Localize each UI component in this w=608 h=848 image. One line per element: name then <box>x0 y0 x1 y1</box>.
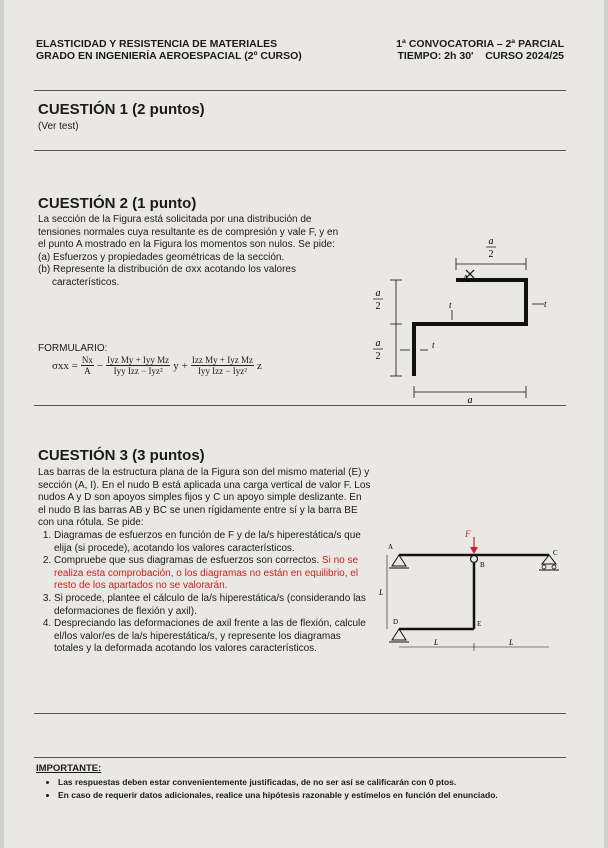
warning-text: Si no se realiza esta comprobación, o los diagramas no están en equilibrio, el resto de los apartados no se valorarán. <box>54 555 359 592</box>
dim-left2-den: 2 <box>375 351 381 362</box>
load-label: F <box>465 529 471 539</box>
important-notes <box>36 763 576 802</box>
node-c-label: C <box>553 549 558 557</box>
formula-lhs: σxx = <box>52 359 78 372</box>
exam-time: TIEMPO: 2h 30' <box>397 50 474 62</box>
q1-note: (Ver test) <box>38 121 79 132</box>
list-item: 1. Diagramas de esfuerzos en función de F y de la/s hiperestática/s que elija (si procede), acotando los valores característicos. <box>54 530 372 555</box>
list-item: (b) Represente la distribución de σxx acotando los valores característicos. <box>38 264 296 288</box>
formula-operator: − <box>96 359 104 372</box>
divider <box>34 90 566 91</box>
divider <box>34 713 566 714</box>
course-line-1: ELASTICIDAD Y RESISTENCIA DE MATERIALES <box>36 38 278 50</box>
dim-bottom-label: L <box>434 638 439 647</box>
q2-statement <box>38 214 346 290</box>
list-item: 2. Compruebe que sus diagramas de esfuerzos son correctos. Si no se realiza esta comprobación, o los diagramas no están en equilibrio, el resto de los apartados no se valorarán. <box>54 555 372 593</box>
dim-left1-den: 2 <box>375 301 381 312</box>
q3-paragraph: Las barras de la estructura plana de la Figura son del mismo material (E) y sección (A, I). En el nudo B está aplicada una carga vertical de valor F. Los nudos A y D son apoyos simples fijos y C un apoyo simple deslizante. En el nudo B las barras AB y BC se unen rígidamente entre sí y la barra BE con una rótula. Se pide: <box>38 467 371 529</box>
node-a-label: A <box>388 543 394 551</box>
dim-bottom-label: L <box>509 638 514 647</box>
section-profile <box>414 280 526 376</box>
formula-term-2: $\frac{\text{Iyz My + Iyy Mz}}{\text{Iyy Izz − Iyz²}}$ <box>107 355 170 376</box>
stress-formula <box>52 355 262 376</box>
formula-var-z: z <box>256 359 262 372</box>
exam-year: CURSO 2024/25 <box>485 50 564 62</box>
point-a-label: A <box>462 273 470 285</box>
divider <box>34 150 566 151</box>
course-title-block <box>36 38 302 62</box>
thickness-label: t <box>432 340 435 350</box>
dim-top-den: 2 <box>488 249 494 260</box>
dim-bottom: a <box>467 395 473 406</box>
q1-title: CUESTIÓN 1 (2 puntos) <box>38 101 205 118</box>
q3-title: CUESTIÓN 3 (3 puntos) <box>38 447 205 464</box>
list-item: 4. Despreciando las deformaciones de axil frente a las de flexión, calcule el/los valor/es de la/s hiperestática/s, y represente los diagramas totales y la deformada acotando los valores característicos. <box>54 618 372 656</box>
q3-statement <box>38 467 372 656</box>
thickness-label: t <box>449 300 452 310</box>
exam-info-block <box>354 38 564 62</box>
dim-top-num: a <box>488 236 494 247</box>
dim-left1-num: a <box>375 288 381 299</box>
q2-section-figure <box>356 228 566 408</box>
important-title: IMPORTANTE: <box>36 763 102 774</box>
list-item: (a) Esfuerzos y propiedades geométricas de la sección. <box>38 251 285 263</box>
q3-items <box>38 530 372 656</box>
q3-frame-figure <box>379 525 569 655</box>
formulario-label: FORMULARIO: <box>38 343 108 354</box>
important-list <box>36 776 576 802</box>
divider <box>34 405 566 406</box>
formula-term-3: $\frac{\text{Izz My + Iyz Mz}}{\text{Iyy Izz − Iyz²}}$ <box>191 355 253 376</box>
formula-var-y: y <box>173 359 179 372</box>
node-e-label: E <box>477 620 482 628</box>
list-item: 3. Si procede, plantee el cálculo de la/s hiperestática/s (considerando las deformaciones de flexión y axil). <box>54 593 372 618</box>
exam-call: 1ª CONVOCATORIA – 2ª PARCIAL <box>396 38 564 50</box>
formula-term-1: $\frac{Nx}{A}$ <box>81 355 93 376</box>
support-a <box>392 555 406 566</box>
q2-title: CUESTIÓN 2 (1 punto) <box>38 195 197 212</box>
divider <box>34 757 566 758</box>
hinge-b <box>471 556 478 563</box>
course-line-2: GRADO EN INGENIERÍA AEROESPACIAL (2º CURSO) <box>36 50 302 62</box>
q2-paragraph: La sección de la Figura está solicitada por una distribución de tensiones normales cuya resultante es de compresión y vale F, y en el punto A mostrado en la Figura los momentos son nulos. Se pide: <box>38 214 339 251</box>
list-item: • Las respuestas deben estar convenientemente justificadas, de no ser así se calificarán con 0 ptos. <box>58 776 576 789</box>
list-item: • En caso de requerir datos adicionales, realice una hipótesis razonable y estímelos en función del enunciado. <box>58 789 576 802</box>
support-d <box>392 629 406 640</box>
dim-vertical-label: L <box>379 588 384 597</box>
dim-left2-num: a <box>375 338 381 349</box>
q2-items <box>38 252 346 290</box>
node-b-label: B <box>480 561 485 569</box>
node-d-label: D <box>393 618 399 626</box>
formula-operator: + <box>181 359 188 372</box>
thickness-label: t <box>544 299 547 309</box>
exam-page <box>4 0 604 848</box>
load-arrowhead <box>470 547 478 554</box>
